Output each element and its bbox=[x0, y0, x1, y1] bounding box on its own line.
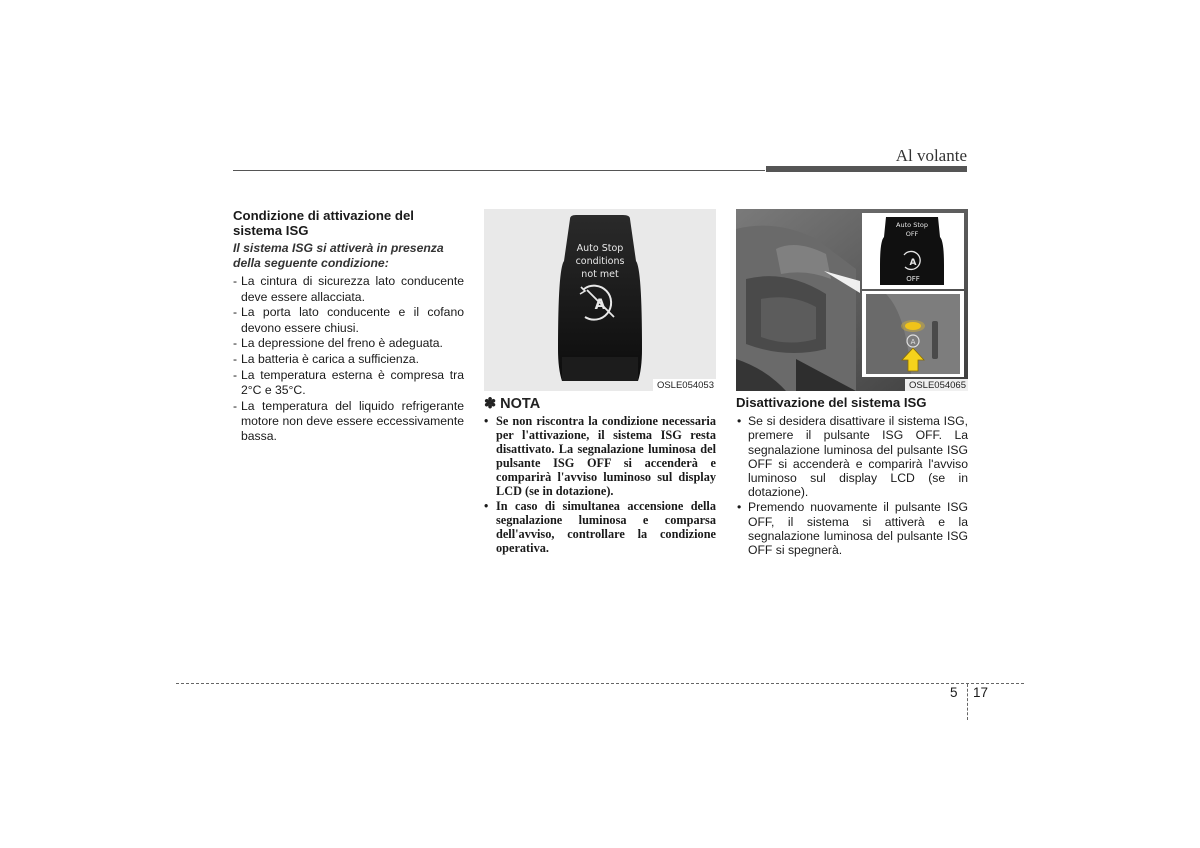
svg-text:A: A bbox=[910, 338, 916, 346]
deactivation-title: Disattivazione del sistema ISG bbox=[736, 395, 927, 410]
svg-text:A: A bbox=[909, 258, 917, 268]
activation-conditions-section bbox=[233, 208, 464, 445]
figure-caption: OSLE054065 bbox=[905, 379, 968, 391]
display-text-line1: Auto Stop bbox=[576, 243, 624, 254]
list-item: - La cintura di sicurezza lato conducente deve essere allacciata. bbox=[233, 274, 464, 304]
nota-section bbox=[484, 396, 716, 555]
header-bar bbox=[766, 166, 967, 172]
list-item: - La batteria è carica a sufficienza. bbox=[233, 352, 464, 367]
footer-rule bbox=[176, 683, 1024, 684]
list-item: • Premendo nuovamente il pulsante ISG OFF, il sistema si attiverà e la segnalazione luminosa del pulsante ISG OFF si spegnerà. bbox=[736, 500, 968, 557]
nota-heading: ✽ NOTA bbox=[484, 396, 541, 412]
inset-off-label: OFF bbox=[906, 275, 920, 283]
list-item: - La porta lato conducente e il cofano devono essere chiusi. bbox=[233, 305, 464, 335]
footer-divider bbox=[967, 684, 968, 720]
header-rule bbox=[233, 170, 765, 171]
deactivation-list bbox=[736, 414, 968, 557]
section-title: Al volante bbox=[895, 146, 967, 165]
list-item: - La depressione del freno è adeguata. bbox=[233, 336, 464, 351]
nota-list bbox=[484, 414, 716, 555]
list-item: - La temperatura del liquido refrigerante motore non deve essere eccessivamente bassa. bbox=[233, 399, 464, 445]
page-number: 17 bbox=[973, 685, 989, 700]
list-item: • Se si desidera disattivare il sistema ISG, premere il pulsante ISG OFF. La segnalazione luminosa del pulsante ISG OFF si accenderà e comparirà l'avviso luminoso sul display LCD (se in dotazione). bbox=[736, 414, 968, 499]
figure-caption: OSLE054053 bbox=[653, 379, 716, 391]
indicator-light-icon bbox=[901, 320, 925, 332]
list-item: • In caso di simultanea accensione della segnalazione luminosa e comparsa dell'avviso, controllare la condizione operativa. bbox=[484, 499, 716, 555]
svg-text:A: A bbox=[594, 297, 606, 313]
display-text-line3: not met bbox=[581, 269, 619, 280]
dashboard-illustration bbox=[736, 209, 968, 391]
figure-auto-stop-not-met bbox=[484, 209, 716, 391]
conditions-list bbox=[233, 274, 464, 444]
activation-conditions-title: Condizione di attivazione del sistema ISG bbox=[233, 208, 414, 238]
list-item: - La temperatura esterna è compresa tra 2°C e 35°C. bbox=[233, 368, 464, 398]
chapter-number: 5 bbox=[950, 685, 958, 700]
display-text-line2: conditions bbox=[575, 256, 625, 267]
cluster-display-illustration bbox=[484, 209, 716, 391]
inset-display-line2: OFF bbox=[905, 230, 919, 238]
activation-conditions-subtitle: Il sistema ISG si attiverà in presenza della seguente condizione: bbox=[233, 241, 444, 271]
list-item: • Se non riscontra la condizione necessaria per l'attivazione, il sistema ISG resta disattivato. La segnalazione luminosa del pulsante ISG OFF si accenderà e comparirà l'avviso luminoso sul display LCD (se in dotazione). bbox=[484, 414, 716, 499]
deactivation-section bbox=[736, 396, 968, 558]
figure-isg-off-button bbox=[736, 209, 968, 391]
inset-display-line1: Auto Stop bbox=[896, 221, 928, 229]
